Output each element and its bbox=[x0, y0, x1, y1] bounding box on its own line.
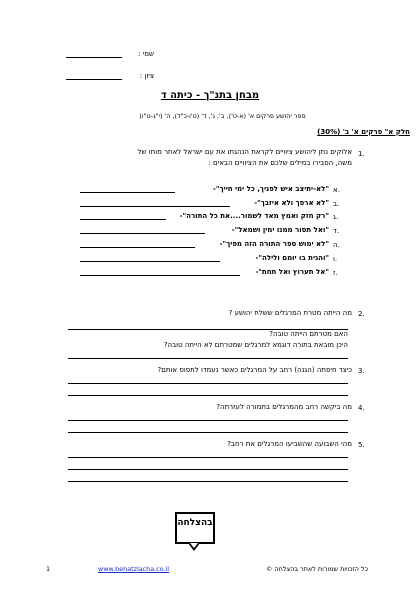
q1-item-answer-line[interactable] bbox=[80, 206, 230, 207]
q1-item-letter: ז. bbox=[333, 269, 338, 277]
grade-label: ציון : bbox=[139, 72, 154, 80]
grade-answer-line[interactable] bbox=[66, 79, 122, 80]
q1-item-letter: ד. bbox=[333, 227, 340, 235]
q1-item-quote: "לא ימוש ספר התורה הזה מפיך"- bbox=[219, 240, 329, 248]
q5-text: מהי השבועה שהשביעו המרגלים את רחב? bbox=[227, 440, 352, 448]
q4-answer-line[interactable] bbox=[68, 420, 348, 421]
q1-item-quote: "לא ארפך ולא איזבך"- bbox=[254, 199, 329, 207]
q2-number: 2. bbox=[358, 310, 365, 318]
q4-text: מה ביקשה רחב מהמרגלים בתמורה לעזרתה? bbox=[216, 403, 352, 411]
q1-item-letter: ג. bbox=[333, 213, 339, 221]
q2-answer-line[interactable] bbox=[68, 358, 348, 359]
q1-item-quote: "רק חזק ואמץ מאד לשמור....את כל התורה"- bbox=[179, 212, 329, 220]
q1-item-letter: ה. bbox=[333, 241, 340, 249]
q4-number: 4. bbox=[358, 404, 365, 412]
q1-item-quote: "ואל תסור ממנו ימין ושמאל"- bbox=[231, 226, 329, 234]
q1-item-letter: א. bbox=[333, 186, 340, 194]
q1-item-letter: ב. bbox=[333, 200, 340, 208]
q1-item-answer-line[interactable] bbox=[80, 219, 166, 220]
copyright-text: כל הזכויות שמורות לאתר בהצלחה © bbox=[266, 565, 368, 573]
q1-item-letter: ו. bbox=[333, 255, 338, 263]
q2-sub2: היכן מובאת בתורה דוגמא למרגלים שמטרתם לא הייתה טובה? bbox=[163, 341, 348, 349]
q1-item-quote: "והגית בו יומם ולילה"- bbox=[255, 254, 329, 262]
name-label: שמי : bbox=[138, 50, 154, 58]
q1-item-answer-line[interactable] bbox=[80, 192, 175, 193]
logo-text: בהצלחה bbox=[177, 518, 213, 528]
q5-number: 5. bbox=[358, 441, 365, 449]
q3-answer-line[interactable] bbox=[68, 383, 348, 384]
page-number: 1 bbox=[46, 565, 51, 573]
q1-item-answer-line[interactable] bbox=[80, 261, 220, 262]
q3-text: כיצד חיפתה (הגנה) רחב על המרגלים כאשר נעמדו לתפוס אותם? bbox=[157, 366, 352, 374]
q1-item-quote: "לא-יתיצב איש לפניך, כל ימי חייך"- bbox=[213, 185, 329, 193]
q1-text-line1: אלוקים נתן ליהושע ציוויים לקראת הנהגתו את עם ישראל לאחר מותו של bbox=[137, 148, 352, 156]
q1-item-answer-line[interactable] bbox=[80, 233, 205, 234]
q5-answer-line[interactable] bbox=[68, 469, 348, 470]
q1-text-line2: משה, הסבירו במילים שלכם את הציוויים הבאים : bbox=[208, 159, 352, 167]
page-subtitle: ספר יהושע פרקים א' (א-ט'), ב', ג', ד' (ט'ו-כ"ד), ה' (י"ג-ט"ו) bbox=[139, 112, 306, 120]
website-link[interactable]: www.behatzlacha.co.il bbox=[98, 565, 170, 573]
q2-text: מה הייתה מטרת המרגלים ששלח יהושע ? bbox=[228, 309, 352, 317]
q1-number: 1. bbox=[358, 150, 365, 158]
q5-answer-line[interactable] bbox=[68, 457, 348, 458]
q1-item-answer-line[interactable] bbox=[80, 275, 240, 276]
logo-speech-tail-inner bbox=[190, 543, 198, 548]
q1-item-quote: "אל תערוץ ואל תחת"- bbox=[255, 268, 329, 276]
q1-item-answer-line[interactable] bbox=[80, 247, 195, 248]
behatzlacha-logo bbox=[175, 512, 215, 544]
q5-answer-line[interactable] bbox=[68, 481, 348, 482]
name-answer-line[interactable] bbox=[66, 57, 122, 58]
q4-answer-line[interactable] bbox=[68, 432, 348, 433]
q3-number: 3. bbox=[358, 367, 365, 375]
q3-answer-line[interactable] bbox=[68, 395, 348, 396]
q2-sub1: האם מטרתם הייתה טובה? bbox=[269, 330, 348, 338]
page-title: מבחן בתנ"ך - כיתה ד bbox=[160, 90, 260, 101]
section-title: חלק א" פרקים א' ב' (30%) bbox=[317, 128, 410, 136]
